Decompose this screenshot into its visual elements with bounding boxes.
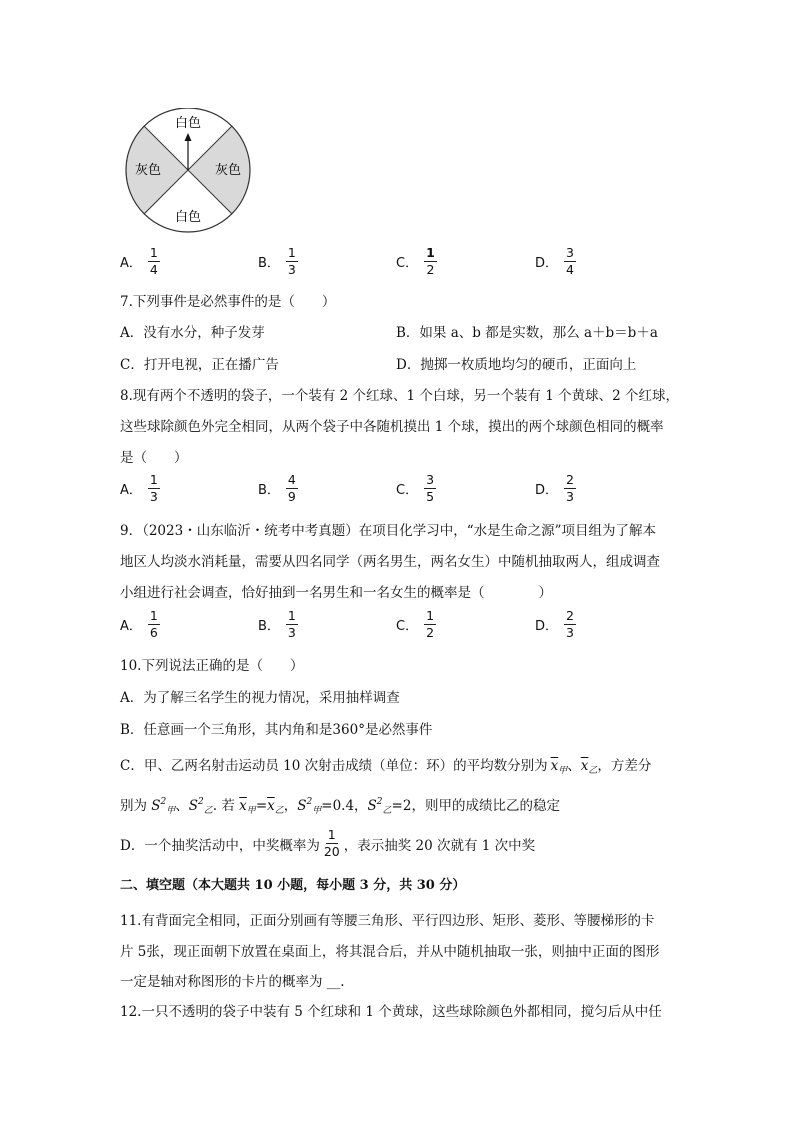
fraction <box>564 246 576 278</box>
text: D．一个抽奖活动中，中奖概率为 <box>120 837 320 854</box>
variance-yi: $S^2_乙$ <box>367 797 392 816</box>
option-label: D． <box>535 483 559 499</box>
denominator: 3 <box>566 625 574 641</box>
subscript: 甲 <box>246 806 256 816</box>
q11-line-1: 11.有背面完全相同，正面分别画有等腰三角形、平行四边形、矩形、菱形、等腰梯形的卡 <box>120 913 655 929</box>
text: 、 <box>175 798 189 814</box>
numerator: 3 <box>424 473 436 489</box>
fraction <box>424 246 437 278</box>
subscript: 甲 <box>166 806 176 816</box>
q6-option-a <box>120 246 160 278</box>
option-label: B． <box>258 619 280 635</box>
superscript: 2 <box>160 797 167 807</box>
text: =2，则甲的成绩比乙的稳定 <box>391 798 560 814</box>
denominator: 6 <box>149 625 158 641</box>
numerator: 2 <box>564 609 576 625</box>
option-label: C． <box>396 619 419 635</box>
option-label: B． <box>258 483 280 499</box>
denominator: 20 <box>323 844 340 860</box>
text: = <box>255 798 268 814</box>
q10-option-d <box>120 828 535 860</box>
numerator: 1 <box>148 609 160 625</box>
q8-option-a <box>120 473 160 505</box>
spinner-arrow-head <box>185 133 192 141</box>
q6-option-b <box>258 246 298 278</box>
option-label: D． <box>535 256 559 272</box>
denominator: 3 <box>149 489 158 505</box>
q7-option-c: C．打开电视，正在播广告 <box>120 357 279 373</box>
text: ，表示抽奖 20 次就有 1 次中奖 <box>343 837 536 854</box>
q10-option-b: B．任意画一个三角形，其内角和是360°是必然事件 <box>120 722 433 738</box>
numerator: 2 <box>564 473 576 489</box>
subscript: 乙 <box>382 806 392 816</box>
spinner-label-right: 灰色 <box>214 163 242 178</box>
text: =0.4， <box>321 798 368 814</box>
denominator: 4 <box>566 262 574 278</box>
denominator: 3 <box>287 625 296 641</box>
fraction <box>148 609 160 641</box>
numerator: 1 <box>424 246 437 262</box>
x-bar: $\overline{x}$ <box>580 758 589 774</box>
fraction <box>286 609 298 641</box>
denominator: 2 <box>426 625 435 641</box>
q9-option-b <box>258 609 298 641</box>
numerator: 1 <box>326 828 338 844</box>
denominator: 9 <box>287 489 296 505</box>
denominator: 5 <box>426 489 435 505</box>
fraction <box>148 473 160 505</box>
subscript: 乙 <box>203 806 213 816</box>
mean-jia <box>239 798 256 814</box>
mean-yi <box>581 758 598 774</box>
fraction <box>148 246 160 278</box>
subscript: 乙 <box>588 766 598 776</box>
fraction <box>564 609 576 641</box>
q9-stem-line-3: 小组进行社会调查，恰好抽到一名男生和一名女生的概率是（ ） <box>120 585 552 601</box>
q9-option-a <box>120 609 160 641</box>
spinner-diagram <box>118 108 258 236</box>
denominator: 2 <box>426 262 435 278</box>
q7-stem: 7.下列事件是必然事件的是（ ） <box>120 294 336 310</box>
fraction <box>424 609 436 641</box>
q6-option-c <box>396 246 437 278</box>
subscript: 甲 <box>558 766 568 776</box>
subscript: 乙 <box>274 806 284 816</box>
superscript: 2 <box>198 797 204 807</box>
numerator: 1 <box>286 609 298 625</box>
q11-line-3: 一定是轴对称图形的卡片的概率为 __. <box>120 974 345 990</box>
q12-line-1: 12.一只不透明的袋子中装有 5 个红球和 1 个黄球，这些球除颜色外都相同，搅匀后从中任 <box>120 1004 662 1020</box>
option-label: C． <box>396 483 419 499</box>
q7-option-d: D．抛掷一枚质地均匀的硬币，正面向上 <box>396 357 637 373</box>
superscript: 2 <box>376 797 383 807</box>
q8-option-b <box>258 473 298 505</box>
text: 、 <box>567 758 581 774</box>
q10-stem: 10.下列说法正确的是（ ） <box>120 658 304 674</box>
fraction <box>286 473 298 505</box>
q8-option-d <box>535 473 576 505</box>
q8-stem-line-1: 8.现有两个不透明的袋子，一个装有 2 个红球、1 个白球，另一个装有 1 个黄球、2 个红球， <box>120 388 679 404</box>
variance-jia: $S^2_甲$ <box>297 797 322 816</box>
spinner-label-top: 白色 <box>174 116 202 131</box>
numerator: 4 <box>286 473 298 489</box>
text: 别为 <box>120 798 152 814</box>
numerator: 1 <box>286 246 298 262</box>
q10-option-c-line-1 <box>120 754 651 776</box>
option-label: A． <box>120 256 142 272</box>
section-heading: 二、填空题（本大题共 10 小题，每小题 3 分，共 30 分） <box>120 878 466 893</box>
numerator: 1 <box>148 473 160 489</box>
mean-jia <box>551 758 568 774</box>
denominator: 3 <box>566 489 574 505</box>
q10-option-a: A．为了解三名学生的视力情况，采用抽样调查 <box>120 690 400 706</box>
q9-stem-line-1: 9．（2023・山东临沂・统考中考真题）在项目化学习中，“水是生命之源”项目组为了解本 <box>120 523 656 539</box>
denominator: 3 <box>287 262 296 278</box>
q7-option-b: B．如果 a、b 都是实数，那么 a＋b＝b＋a <box>396 325 658 341</box>
fraction <box>286 246 298 278</box>
q9-option-d <box>535 609 576 641</box>
option-label: A． <box>120 483 142 499</box>
q9-option-c <box>396 609 436 641</box>
x-bar: $\overline{x}$ <box>550 758 559 774</box>
variance-jia: $S^2_甲$ <box>151 797 176 816</box>
q8-option-c <box>396 473 436 505</box>
mean-yi <box>267 798 284 814</box>
denominator: 4 <box>149 262 158 278</box>
numerator: 1 <box>424 609 436 625</box>
option-label: D． <box>535 619 559 635</box>
option-label: B． <box>258 256 280 272</box>
spinner-label-left: 灰色 <box>134 163 162 178</box>
option-label: A． <box>120 619 142 635</box>
text: C．甲、乙两名射击运动员 10 次射击成绩（单位：环）的平均数分别为 <box>120 758 548 774</box>
text: ，方差分 <box>597 758 652 774</box>
q9-stem-line-2: 地区人均淡水消耗量，需要从四名同学（两名男生，两名女生）中随机抽取两人，组成调查 <box>120 554 660 570</box>
fraction <box>564 473 576 505</box>
text: . 若 <box>212 798 240 814</box>
q10-option-c-line-2: 别为 $S^2_甲$、$S^2_乙$. 若 $\overline{x}_甲=\overline{x}_乙$，$S^2_甲=0.4$，$S^2_乙=2$，则甲的成绩比乙的稳定 <box>120 797 560 816</box>
x-bar: $\overline{x}$ <box>239 798 247 814</box>
numerator: 3 <box>564 246 576 262</box>
q11-line-2: 片 5张，现正面朝下放置在桌面上，将其混合后，并从中随机抽取一张，则抽中正面的图形 <box>120 944 660 960</box>
fraction <box>424 473 436 505</box>
q8-stem-line-2: 这些球除颜色外完全相同，从两个袋子中各随机摸出 1 个球，摸出的两个球颜色相同的概率 <box>120 419 664 435</box>
variance-yi: $S^2_乙$ <box>188 797 213 816</box>
numerator: 1 <box>148 246 160 262</box>
subscript: 甲 <box>312 806 322 816</box>
q8-stem-line-3: 是（ ） <box>120 450 188 466</box>
superscript: 2 <box>306 797 313 807</box>
q7-option-a: A．没有水分，种子发芽 <box>120 325 265 341</box>
spinner-label-bottom: 白色 <box>174 210 202 225</box>
fraction <box>322 828 342 860</box>
x-bar: $\overline{x}$ <box>267 798 275 814</box>
q6-option-d <box>535 246 576 278</box>
option-label: C． <box>396 256 419 272</box>
